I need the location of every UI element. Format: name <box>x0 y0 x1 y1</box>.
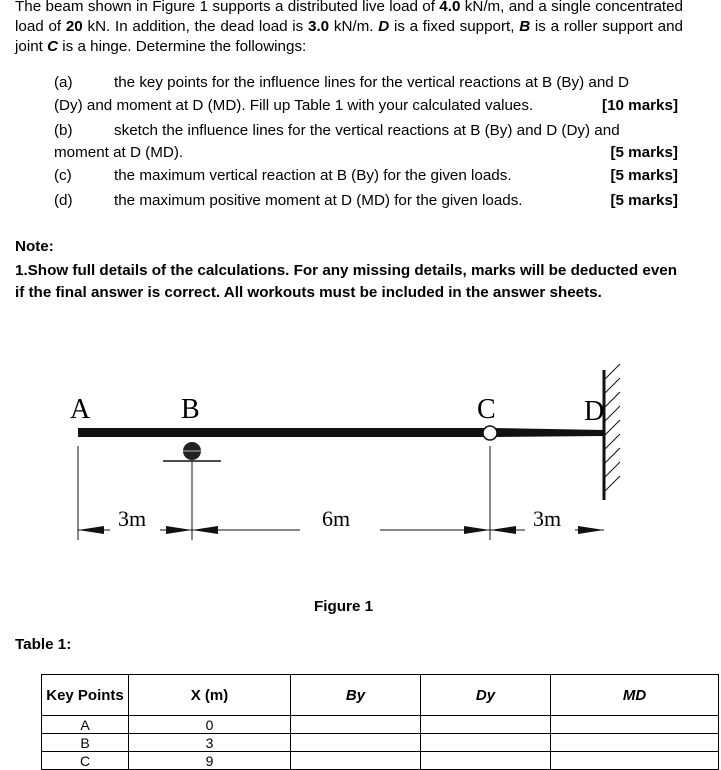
fixed-support-hatch <box>604 364 620 492</box>
point-label-d: D <box>584 396 605 427</box>
cell-x: 0 <box>129 716 291 734</box>
cell-point: A <box>42 716 129 734</box>
support-d-ref: D <box>378 18 390 35</box>
cell-md[interactable] <box>551 716 719 734</box>
table-header-row <box>42 675 719 716</box>
figure-caption: Figure 1 <box>314 598 374 615</box>
live-load-value: 4.0 <box>439 0 461 15</box>
key-points-table <box>41 674 719 770</box>
beam-segment-cd <box>494 428 604 437</box>
dead-load-value: 3.0 <box>308 18 330 35</box>
cell-dy[interactable] <box>421 734 551 752</box>
cell-md[interactable] <box>551 752 719 770</box>
intro-text: kN/m, and a single concentrated load of <box>15 0 684 35</box>
cell-by[interactable] <box>291 716 421 734</box>
header-key-points: Key Points <box>42 675 129 716</box>
cell-dy[interactable] <box>421 752 551 770</box>
table-row <box>42 734 719 752</box>
table-row <box>42 752 719 770</box>
question-label: (c) <box>54 167 72 184</box>
intro-text: is a roller support and joint <box>15 18 683 55</box>
cell-md[interactable] <box>551 734 719 752</box>
question-marks: [5 marks] <box>610 144 678 161</box>
note-body: 1.Show full details of the calculations. For any missing details, marks will be deducted even if the final answer is correct. All workouts must be included in the answer sheets. <box>15 262 677 301</box>
cell-by[interactable] <box>291 734 421 752</box>
cell-dy[interactable] <box>421 716 551 734</box>
intro-text: kN. In addition, the dead load is <box>82 18 309 35</box>
question-marks: [10 marks] <box>602 97 678 114</box>
note-heading: Note: <box>15 238 54 255</box>
intro-text: is a fixed support, <box>389 18 520 35</box>
question-marks: [5 marks] <box>610 192 678 209</box>
question-label: (a) <box>54 74 73 91</box>
question-label: (b) <box>54 122 73 139</box>
point-label-c: C <box>477 394 496 425</box>
beam-figure <box>0 340 721 590</box>
concentrated-load-value: 20 <box>65 18 83 35</box>
header-x: X (m) <box>129 675 291 716</box>
support-b-ref: B <box>519 18 531 35</box>
header-by: By <box>291 675 421 716</box>
cell-x: 3 <box>129 734 291 752</box>
cell-point: C <box>42 752 129 770</box>
point-label-b: B <box>181 394 200 425</box>
intro-text: is a hinge. Determine the followings: <box>58 38 307 55</box>
question-marks: [5 marks] <box>610 167 678 184</box>
cell-point: B <box>42 734 129 752</box>
intro-text: kN/m. <box>329 18 379 35</box>
dimension-label-ab: 3m <box>118 506 147 531</box>
hinge-c-ref: C <box>47 38 59 55</box>
hinge-c <box>483 426 497 440</box>
intro-text: The beam shown in Figure 1 supports a distributed live load of <box>15 0 440 15</box>
cell-x: 9 <box>129 752 291 770</box>
dimension-label-bc: 6m <box>322 506 351 531</box>
dimension-label-cd: 3m <box>533 506 562 531</box>
cell-by[interactable] <box>291 752 421 770</box>
question-label: (d) <box>54 192 73 209</box>
point-label-a: A <box>70 394 91 425</box>
question-text: (Dy) and moment at D (MD). Fill up Table 1 with your calculated values. <box>54 97 534 114</box>
question-text: the maximum vertical reaction at B (By) for the given loads. <box>114 167 512 184</box>
problem-statement <box>15 0 683 57</box>
question-text: sketch the influence lines for the vertical reactions at B (By) and D (Dy) and <box>114 122 620 139</box>
header-md: MD <box>551 675 719 716</box>
question-text: the maximum positive moment at D (MD) for the given loads. <box>114 192 523 209</box>
table-row <box>42 716 719 734</box>
beam-segment-abc <box>78 428 486 437</box>
question-text: the key points for the influence lines for the vertical reactions at B (By) and D <box>114 74 629 91</box>
table-caption: Table 1: <box>15 636 72 653</box>
question-text: moment at D (MD). <box>54 144 184 161</box>
header-dy: Dy <box>421 675 551 716</box>
